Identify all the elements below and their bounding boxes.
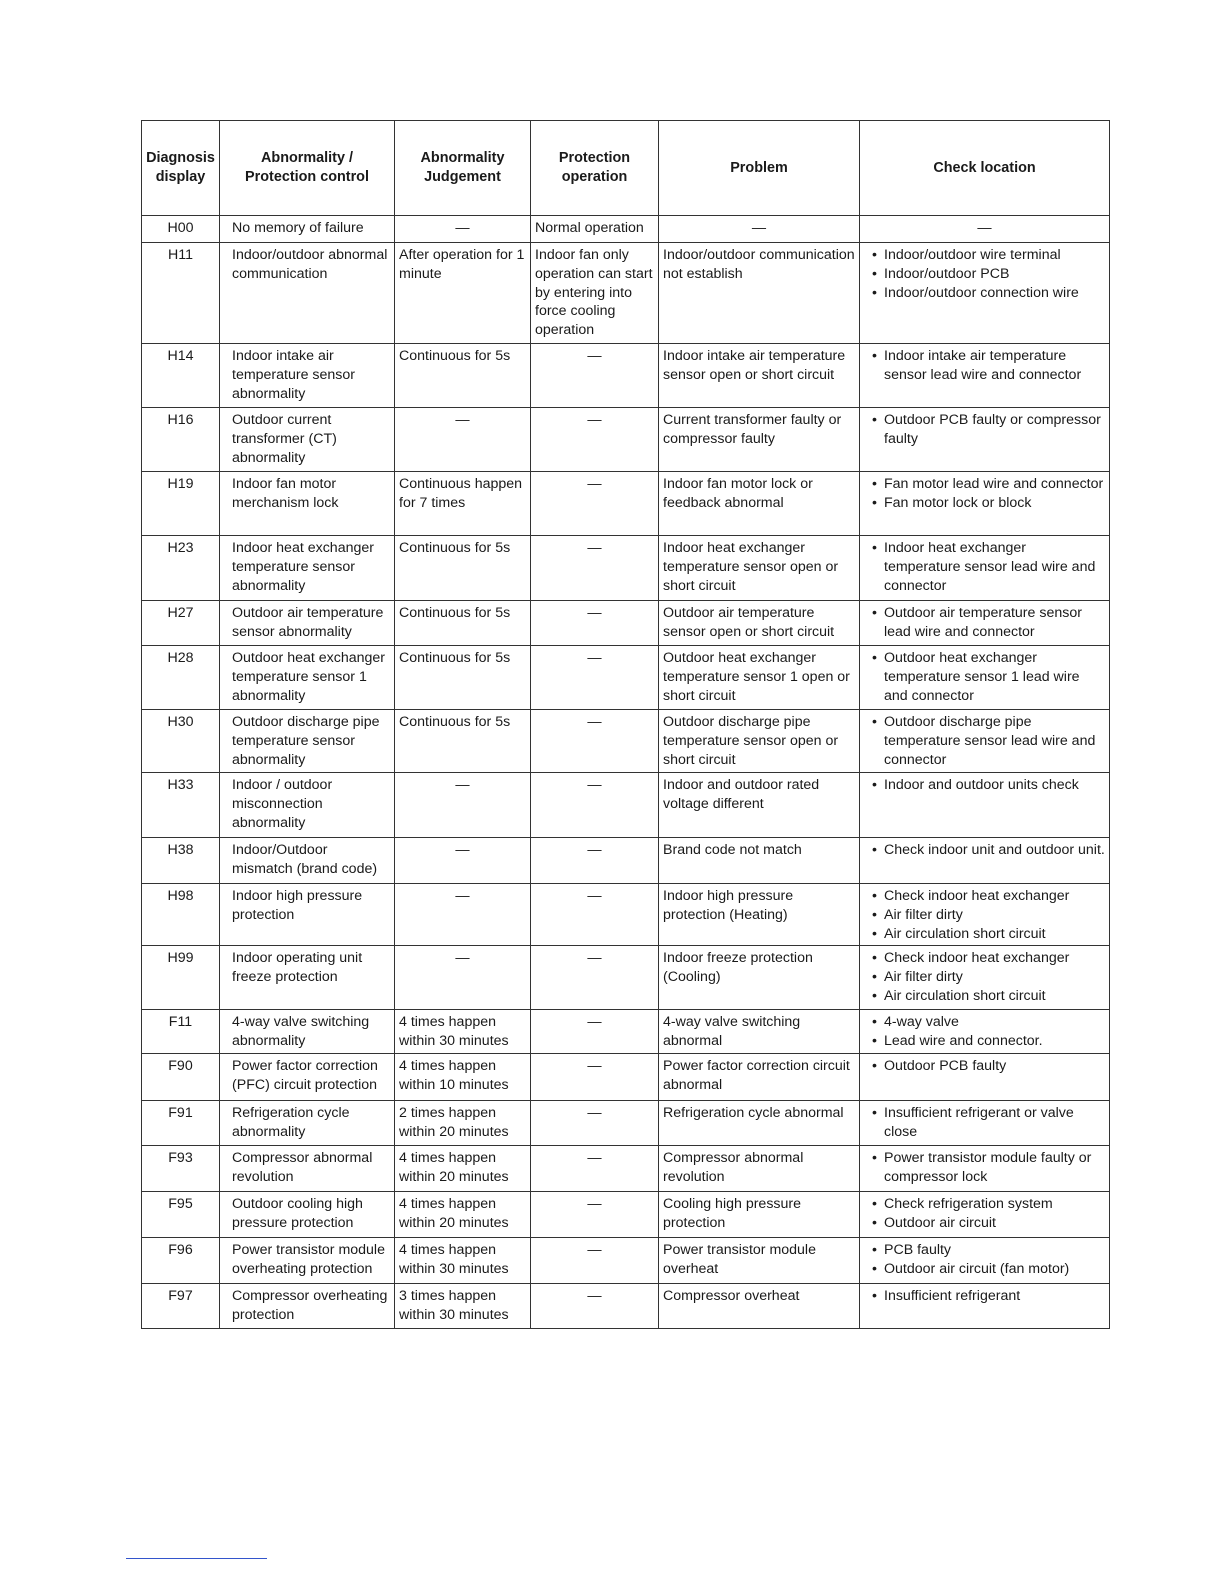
table-row bbox=[142, 1238, 1110, 1284]
table-row bbox=[142, 1192, 1110, 1238]
table-row bbox=[142, 773, 1110, 838]
problem-cell: Indoor freeze protection (Cooling) bbox=[659, 946, 860, 1010]
check-item: • Air filter dirty bbox=[864, 968, 1105, 987]
header-line: Abnormality bbox=[420, 150, 505, 166]
abnormality-cell: Outdoor discharge pipe temperature sensor abnormality bbox=[220, 710, 395, 773]
check-item: • Insufficient refrigerant or valve close bbox=[864, 1104, 1105, 1142]
diagnosis-code-cell: H38 bbox=[142, 838, 220, 884]
column-header-protection-operation bbox=[531, 121, 659, 216]
check-item: • Outdoor heat exchanger temperature sensor 1 lead wire and connector bbox=[864, 649, 1105, 705]
abnormality-cell: No memory of failure bbox=[220, 216, 395, 243]
check-location-cell: — bbox=[860, 216, 1110, 243]
check-list bbox=[864, 1287, 1105, 1306]
check-item: • Indoor and outdoor units check bbox=[864, 776, 1105, 795]
diagnosis-code-cell: H28 bbox=[142, 646, 220, 710]
problem-cell: Compressor overheat bbox=[659, 1284, 860, 1329]
protection-cell: Indoor fan only operation can start by entering into force cooling operation bbox=[531, 243, 659, 344]
column-header-abnormality-judgement bbox=[395, 121, 531, 216]
table-row bbox=[142, 536, 1110, 601]
protection-cell: — bbox=[531, 1054, 659, 1101]
table-row bbox=[142, 946, 1110, 1010]
header-line: display bbox=[155, 169, 206, 185]
problem-cell: Indoor high pressure protection (Heating) bbox=[659, 884, 860, 946]
protection-cell: — bbox=[531, 773, 659, 838]
protection-cell: — bbox=[531, 946, 659, 1010]
abnormality-cell: Compressor overheating protection bbox=[220, 1284, 395, 1329]
diagnosis-code-cell: F97 bbox=[142, 1284, 220, 1329]
protection-cell: — bbox=[531, 1284, 659, 1329]
judgement-cell: 4 times happen within 30 minutes bbox=[395, 1238, 531, 1284]
check-location-cell bbox=[860, 838, 1110, 884]
abnormality-cell: 4-way valve switching abnormality bbox=[220, 1010, 395, 1054]
abnormality-cell: Refrigeration cycle abnormality bbox=[220, 1101, 395, 1146]
abnormality-cell: Outdoor current transformer (CT) abnormality bbox=[220, 408, 395, 472]
protection-cell: — bbox=[531, 601, 659, 646]
diagnosis-code-cell: H27 bbox=[142, 601, 220, 646]
check-item: • Indoor intake air temperature sensor lead wire and connector bbox=[864, 347, 1105, 385]
header-line: Judgement bbox=[424, 169, 501, 185]
column-header-abnormality-protection-control bbox=[220, 121, 395, 216]
header-line: Diagnosis bbox=[146, 150, 215, 166]
judgement-cell: Continuous for 5s bbox=[395, 646, 531, 710]
check-item: • Insufficient refrigerant bbox=[864, 1287, 1105, 1306]
header-line: Protection control bbox=[245, 169, 369, 185]
judgement-cell: — bbox=[395, 838, 531, 884]
abnormality-cell: Indoor/Outdoor mismatch (brand code) bbox=[220, 838, 395, 884]
protection-cell: — bbox=[531, 536, 659, 601]
check-location-cell bbox=[860, 243, 1110, 344]
judgement-cell: Continuous for 5s bbox=[395, 536, 531, 601]
protection-cell: — bbox=[531, 1192, 659, 1238]
check-location-cell bbox=[860, 408, 1110, 472]
check-item: • Outdoor PCB faulty bbox=[864, 1057, 1105, 1076]
problem-cell: Indoor fan motor lock or feedback abnormal bbox=[659, 472, 860, 536]
table-row bbox=[142, 1146, 1110, 1192]
table-row bbox=[142, 243, 1110, 344]
check-item: • Outdoor air circuit bbox=[864, 1214, 1105, 1233]
check-list bbox=[864, 776, 1105, 795]
check-location-cell bbox=[860, 1146, 1110, 1192]
protection-cell: — bbox=[531, 1146, 659, 1192]
check-item: • Check indoor unit and outdoor unit. bbox=[864, 841, 1105, 860]
check-list bbox=[864, 841, 1105, 860]
check-list bbox=[864, 713, 1105, 769]
check-location-cell bbox=[860, 884, 1110, 946]
table-row bbox=[142, 1101, 1110, 1146]
check-item: • Check indoor heat exchanger bbox=[864, 949, 1105, 968]
judgement-cell: 4 times happen within 20 minutes bbox=[395, 1146, 531, 1192]
check-location-cell bbox=[860, 601, 1110, 646]
diagnosis-code-cell: H11 bbox=[142, 243, 220, 344]
protection-cell: — bbox=[531, 884, 659, 946]
abnormality-cell: Compressor abnormal revolution bbox=[220, 1146, 395, 1192]
check-list bbox=[864, 1241, 1105, 1279]
table-row bbox=[142, 1010, 1110, 1054]
check-item: • Indoor/outdoor PCB bbox=[864, 265, 1105, 284]
check-item: • Air circulation short circuit bbox=[864, 925, 1105, 944]
table-body bbox=[142, 216, 1110, 1329]
table-row bbox=[142, 884, 1110, 946]
judgement-cell: — bbox=[395, 884, 531, 946]
protection-cell: — bbox=[531, 1010, 659, 1054]
check-location-cell bbox=[860, 946, 1110, 1010]
diagnosis-code-cell: H16 bbox=[142, 408, 220, 472]
protection-cell: — bbox=[531, 1238, 659, 1284]
judgement-cell: Continuous for 5s bbox=[395, 710, 531, 773]
problem-cell: Power factor correction circuit abnormal bbox=[659, 1054, 860, 1101]
table-row bbox=[142, 601, 1110, 646]
problem-cell: Indoor intake air temperature sensor open or short circuit bbox=[659, 344, 860, 408]
diagnosis-code-cell: H33 bbox=[142, 773, 220, 838]
column-header-check-location bbox=[860, 121, 1110, 216]
abnormality-cell: Power transistor module overheating protection bbox=[220, 1238, 395, 1284]
diagnosis-code-cell: H98 bbox=[142, 884, 220, 946]
diagnosis-code-cell: F96 bbox=[142, 1238, 220, 1284]
check-item: • Outdoor PCB faulty or compressor faulty bbox=[864, 411, 1105, 449]
diagnosis-code-cell: H19 bbox=[142, 472, 220, 536]
check-location-cell bbox=[860, 1010, 1110, 1054]
column-header-diagnosis-display bbox=[142, 121, 220, 216]
diagnosis-code-cell: F90 bbox=[142, 1054, 220, 1101]
judgement-cell: After operation for 1 minute bbox=[395, 243, 531, 344]
check-location-cell bbox=[860, 773, 1110, 838]
judgement-cell: — bbox=[395, 216, 531, 243]
table-row bbox=[142, 710, 1110, 773]
check-list bbox=[864, 1013, 1105, 1051]
protection-cell: Normal operation bbox=[531, 216, 659, 243]
judgement-cell: 2 times happen within 20 minutes bbox=[395, 1101, 531, 1146]
problem-cell: Indoor heat exchanger temperature sensor open or short circuit bbox=[659, 536, 860, 601]
diagnosis-code-cell: F95 bbox=[142, 1192, 220, 1238]
check-item: • Outdoor air temperature sensor lead wire and connector bbox=[864, 604, 1105, 642]
table-header-row bbox=[142, 121, 1110, 216]
check-item: • Indoor/outdoor wire terminal bbox=[864, 246, 1105, 265]
check-item: • Lead wire and connector. bbox=[864, 1032, 1105, 1051]
check-list bbox=[864, 649, 1105, 705]
problem-cell: Indoor/outdoor communication not establish bbox=[659, 243, 860, 344]
check-location-cell bbox=[860, 646, 1110, 710]
abnormality-cell: Indoor heat exchanger temperature sensor abnormality bbox=[220, 536, 395, 601]
diagnosis-code-cell: F11 bbox=[142, 1010, 220, 1054]
check-list bbox=[864, 411, 1105, 449]
protection-cell: — bbox=[531, 472, 659, 536]
table-row bbox=[142, 838, 1110, 884]
problem-cell: Outdoor air temperature sensor open or short circuit bbox=[659, 601, 860, 646]
check-list bbox=[864, 604, 1105, 642]
check-location-cell bbox=[860, 710, 1110, 773]
check-list bbox=[864, 949, 1105, 1005]
column-header-problem bbox=[659, 121, 860, 216]
check-item: • Air filter dirty bbox=[864, 906, 1105, 925]
judgement-cell: Continuous for 5s bbox=[395, 344, 531, 408]
problem-cell: Compressor abnormal revolution bbox=[659, 1146, 860, 1192]
judgement-cell: Continuous for 5s bbox=[395, 601, 531, 646]
abnormality-cell: Indoor intake air temperature sensor abnormality bbox=[220, 344, 395, 408]
check-location-cell bbox=[860, 1054, 1110, 1101]
protection-cell: — bbox=[531, 838, 659, 884]
check-list bbox=[864, 1104, 1105, 1142]
abnormality-cell: Outdoor cooling high pressure protection bbox=[220, 1192, 395, 1238]
check-item: • Outdoor discharge pipe temperature sensor lead wire and connector bbox=[864, 713, 1105, 769]
problem-cell: Power transistor module overheat bbox=[659, 1238, 860, 1284]
check-list bbox=[864, 887, 1105, 943]
diagnosis-code-cell: H99 bbox=[142, 946, 220, 1010]
problem-cell: Cooling high pressure protection bbox=[659, 1192, 860, 1238]
judgement-cell: 3 times happen within 30 minutes bbox=[395, 1284, 531, 1329]
abnormality-cell: Indoor fan motor merchanism lock bbox=[220, 472, 395, 536]
table-row bbox=[142, 344, 1110, 408]
problem-cell: Refrigeration cycle abnormal bbox=[659, 1101, 860, 1146]
check-list bbox=[864, 246, 1105, 302]
protection-cell: — bbox=[531, 344, 659, 408]
check-list bbox=[864, 1195, 1105, 1233]
abnormality-cell: Indoor high pressure protection bbox=[220, 884, 395, 946]
check-location-cell bbox=[860, 1238, 1110, 1284]
table-row bbox=[142, 1054, 1110, 1101]
diagnosis-code-cell: F93 bbox=[142, 1146, 220, 1192]
check-location-cell bbox=[860, 1284, 1110, 1329]
check-item: • Indoor/outdoor connection wire bbox=[864, 284, 1105, 303]
check-item: • Check indoor heat exchanger bbox=[864, 887, 1105, 906]
judgement-cell: 4 times happen within 30 minutes bbox=[395, 1010, 531, 1054]
abnormality-cell: Indoor / outdoor misconnection abnormality bbox=[220, 773, 395, 838]
check-list bbox=[864, 475, 1105, 513]
table-row bbox=[142, 216, 1110, 243]
problem-cell: 4-way valve switching abnormal bbox=[659, 1010, 860, 1054]
diagnosis-code-cell: F91 bbox=[142, 1101, 220, 1146]
abnormality-cell: Outdoor heat exchanger temperature sensor 1 abnormality bbox=[220, 646, 395, 710]
check-location-cell bbox=[860, 536, 1110, 601]
check-item: • Fan motor lead wire and connector bbox=[864, 475, 1105, 494]
check-list bbox=[864, 539, 1105, 595]
abnormality-cell: Indoor/outdoor abnormal communication bbox=[220, 243, 395, 344]
check-item: • Indoor heat exchanger temperature sensor lead wire and connector bbox=[864, 539, 1105, 595]
footer-rule bbox=[126, 1558, 267, 1559]
judgement-cell: — bbox=[395, 946, 531, 1010]
protection-cell: — bbox=[531, 1101, 659, 1146]
check-location-cell bbox=[860, 1192, 1110, 1238]
protection-cell: — bbox=[531, 710, 659, 773]
check-list bbox=[864, 347, 1105, 385]
check-item: • PCB faulty bbox=[864, 1241, 1105, 1260]
judgement-cell: — bbox=[395, 773, 531, 838]
check-location-cell bbox=[860, 1101, 1110, 1146]
table-row bbox=[142, 646, 1110, 710]
problem-cell: Brand code not match bbox=[659, 838, 860, 884]
problem-cell: Current transformer faulty or compressor faulty bbox=[659, 408, 860, 472]
abnormality-cell: Power factor correction (PFC) circuit protection bbox=[220, 1054, 395, 1101]
table-row bbox=[142, 408, 1110, 472]
header-line: Problem bbox=[730, 159, 788, 176]
check-list bbox=[864, 1149, 1105, 1187]
check-location-cell bbox=[860, 472, 1110, 536]
protection-cell: — bbox=[531, 408, 659, 472]
check-list bbox=[864, 1057, 1105, 1076]
check-location-cell bbox=[860, 344, 1110, 408]
check-item: • Check refrigeration system bbox=[864, 1195, 1105, 1214]
judgement-cell: Continuous happen for 7 times bbox=[395, 472, 531, 536]
judgement-cell: 4 times happen within 20 minutes bbox=[395, 1192, 531, 1238]
check-item: • Fan motor lock or block bbox=[864, 494, 1105, 513]
diagnosis-table bbox=[141, 120, 1110, 1329]
header-line: operation bbox=[561, 169, 628, 185]
check-item: • Air circulation short circuit bbox=[864, 987, 1105, 1006]
check-item: • Outdoor air circuit (fan motor) bbox=[864, 1260, 1105, 1279]
problem-cell: Outdoor discharge pipe temperature sensor open or short circuit bbox=[659, 710, 860, 773]
problem-cell: Indoor and outdoor rated voltage different bbox=[659, 773, 860, 838]
problem-cell: Outdoor heat exchanger temperature sensor 1 open or short circuit bbox=[659, 646, 860, 710]
protection-cell: — bbox=[531, 646, 659, 710]
abnormality-cell: Outdoor air temperature sensor abnormality bbox=[220, 601, 395, 646]
diagnosis-code-cell: H30 bbox=[142, 710, 220, 773]
check-item: • Power transistor module faulty or compressor lock bbox=[864, 1149, 1105, 1187]
header-line: Protection bbox=[558, 150, 631, 166]
diagnosis-code-cell: H23 bbox=[142, 536, 220, 601]
check-item: • 4-way valve bbox=[864, 1013, 1105, 1032]
diagnosis-code-cell: H00 bbox=[142, 216, 220, 243]
table-row bbox=[142, 1284, 1110, 1329]
header-line: Abnormality / bbox=[261, 150, 353, 166]
judgement-cell: 4 times happen within 10 minutes bbox=[395, 1054, 531, 1101]
header-line: Check location bbox=[933, 159, 1036, 176]
diagnosis-code-cell: H14 bbox=[142, 344, 220, 408]
abnormality-cell: Indoor operating unit freeze protection bbox=[220, 946, 395, 1010]
table-row bbox=[142, 472, 1110, 536]
problem-cell: — bbox=[659, 216, 860, 243]
judgement-cell: — bbox=[395, 408, 531, 472]
